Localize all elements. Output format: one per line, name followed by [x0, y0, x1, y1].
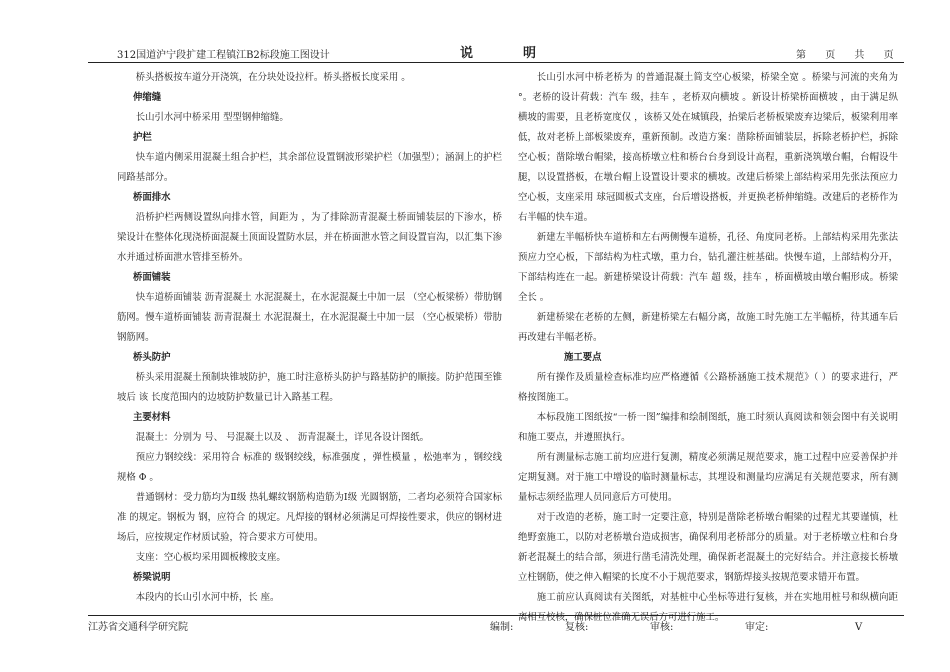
section-heading: 护栏 — [133, 132, 152, 143]
paragraph: 本段内的长山引水河中桥，长 座。 — [135, 592, 280, 603]
document-title — [460, 42, 536, 61]
page-label-di: 第 — [796, 50, 806, 61]
left-column — [117, 68, 502, 608]
section-heading: 桥头防护 — [133, 352, 171, 363]
paragraph: 桥头搭板按车道分开浇筑，在分块处设拉杆。桥头搭板长度采用 。 — [135, 72, 411, 83]
title-char-1: 说 — [460, 46, 474, 61]
page-header — [0, 40, 950, 62]
paragraph: 快车道桥面铺装 沥青混凝土 水泥混凝土，在水泥混凝土中加一层 （空心板梁桥）带肋钢筋网。慢车道桥面铺装 沥青混凝土 水泥混凝土，在水泥混凝土中加一层 （空心板梁桥）带肋钢筋网。 — [117, 292, 502, 343]
footer-rule — [88, 615, 904, 616]
approved-by-label: 审定: — [745, 622, 769, 633]
paragraph: 桥头采用混凝土预制块锥坡防护，施工时注意桥头防护与路基防护的顺接。防护范围至锥坡后 该 长度范围内的边坡防护数量已计入路基工程。 — [117, 372, 502, 403]
project-title: 312国道沪宁段扩建工程镇江B2标段施工图设计 — [117, 50, 330, 61]
paragraph: 本标段施工图纸按“一桥一图”编排和绘制图纸，施工时须认真阅读和领会图中有关说明和施工要点，并遵照执行。 — [518, 412, 898, 443]
page-number-area — [796, 46, 910, 61]
section-heading: 桥面排水 — [133, 192, 171, 203]
compiled-by-label: 编制: — [490, 622, 514, 633]
right-column — [518, 68, 898, 628]
paragraph: 预应力钢绞线：采用符合 标准的 级钢绞线，标准强度 ，弹性模量 ，松弛率为 ，钢绞线规格 Φ 。 — [117, 452, 502, 483]
paragraph: 支座：空心板均采用圆板橡胶支座。 — [135, 552, 286, 563]
paragraph: 施工前应认真阅读有关图纸，对基桩中心坐标等进行复核，并在实地用桩号和纵横向距离相互校核，确保桩位准确无误后方可进行施工。 — [518, 592, 898, 623]
paragraph: 所有测量标志施工前均应进行复测，精度必须满足规范要求，施工过程中应妥善保护并定期复测。对于施工中增设的临时测量标志，其埋设和测量均应满足有关规范要求，所有测量标志须经监理人员同意后方可使用。 — [518, 452, 898, 503]
institute-name: 江苏省交通科学研究院 — [88, 622, 188, 633]
paragraph: 长山引水河中桥老桥为 的普通混凝土简支空心板梁，桥梁全宽 。桥梁与河流的夹角为 °。老桥的设计荷载：汽车 级，挂车 ，老桥双向横坡 。新设计桥梁桥面横坡 ，由于满足纵横坡的需要，且老桥宽度仅 ，该桥又处在城镇段，抬梁后老桥板梁废弃边梁后，板梁利用率低，故对老桥上部板梁废弃，重新预制。改造方案：凿除桥面铺装层，拆除老桥护栏，拆除空心板；凿除墩台帽梁，接高桥墩立柱和桥台台身到设计高程，重新浇筑墩台帽，台帽设牛腿，以设置搭板，在墩台帽上设置设计要求的横坡。改建后桥梁上部结构采用先张法预应力空心板，支座采用 球冠圆板式支座，台后增设搭板，并更换老桥伸缩缝。改建后的老桥作为右半幅的快车道。 — [518, 72, 898, 223]
section-heading: 施工要点 — [564, 352, 602, 363]
page-label-gong: 共 — [854, 50, 865, 61]
header-rule — [88, 62, 904, 63]
section-heading: 桥面铺装 — [133, 272, 171, 283]
paragraph: 新建左半幅桥快车道桥和左右两侧慢车道桥，孔径、角度同老桥。上部结构采用先张法预应力空心板，下部结构为柱式墩，重力台，钻孔灌注桩基础。快慢车道，上部结构分开，下部结构连在一起。新建桥梁设计荷载：汽车 超 级，挂车 ，桥面横坡由墩台帽形成。桥梁全长 。 — [518, 232, 898, 303]
checked-by-label: 审核: — [650, 622, 674, 633]
section-heading: 主要材料 — [133, 412, 171, 423]
page-label-ye: 页 — [825, 50, 836, 61]
sheet-code: V — [855, 622, 863, 633]
paragraph: 普通钢材：受力筋均为Ⅱ级 热轧螺纹钢筋构造筋为Ⅰ级 光圆钢筋，二者均必须符合国家标准 的规定。钢板为 钢，应符合 的规定。凡焊接的钢材必须满足可焊接性要求，供应的钢材进场后，应按规定作材质试验，符合要求方可使用。 — [117, 492, 502, 543]
reviewed-by-label: 复核: — [565, 622, 589, 633]
paragraph: 沿桥护栏两侧设置纵向排水管，间距为 ，为了排除沥青混凝土桥面铺装层的下渗水，桥梁设计在整体化现浇桥面混凝土顶面设置防水层，并在桥面泄水管之间设置盲沟，以汇集下渗水并通过桥面泄水管排至桥外。 — [117, 212, 502, 263]
section-heading: 伸缩缝 — [133, 92, 162, 103]
paragraph: 长山引水河中桥采用 型型钢伸缩缝。 — [135, 112, 289, 123]
paragraph: 所有操作及质量检查标准均应严格遵循《公路桥涵施工技术规范》（ ）的要求进行，严格按图施工。 — [518, 372, 898, 403]
paragraph: 对于改造的老桥，施工时一定要注意，特别是凿除老桥墩台帽梁的过程尤其要谨慎，杜绝野蛮施工，以防对老桥墩台造成损害，确保利用老桥部分的质量。对于老桥墩立柱和台身新老混凝土的结合部，须进行凿毛清洗处理，确保新老混凝土的完好结合。并注意接长桥墩立柱钢筋，使之伸入帽梁的长度不小于规范要求，钢筋焊接头按规范要求错开布置。 — [518, 512, 898, 583]
paragraph: 快车道内侧采用混凝土组合护栏，其余部位设置钢波形梁护栏（加强型）；涵洞上的护栏同路基部分。 — [117, 152, 502, 183]
paragraph: 新建桥梁在老桥的左侧，新建桥梁左右幅分离，故施工时先施工左半幅桥，待其通车后再改建右半幅老桥。 — [518, 312, 898, 343]
title-char-2: 明 — [523, 46, 537, 61]
page-label-ye-total: 页 — [883, 50, 894, 61]
paragraph: 混凝土：分别为 号、 号混凝土以及 、 沥青混凝土，详见各设计图纸。 — [135, 432, 429, 443]
page-footer — [0, 617, 950, 633]
signoff-area — [490, 618, 862, 633]
section-heading: 桥梁说明 — [133, 572, 171, 583]
